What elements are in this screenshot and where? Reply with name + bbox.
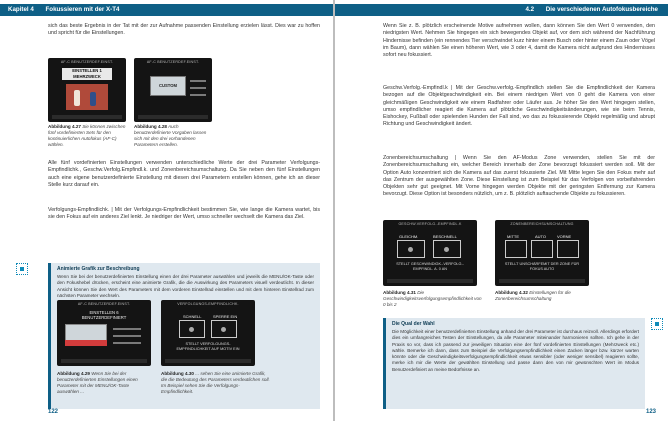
caption-label: Abbildung 4.31: [383, 290, 416, 295]
caption-label: Abbildung 4.32: [495, 290, 528, 295]
screen-title: VERFOLGUNGS-EMPFINDLICHK.: [177, 302, 239, 306]
setting-name: MEHRZWECK: [73, 74, 101, 79]
right-page-header: [335, 4, 668, 16]
option-auto: AUTO: [535, 234, 547, 239]
option-front: VORNE: [557, 234, 572, 239]
caption-text: Auch benutzerdefinierte Vorgaben lassen sich mit den drei vorhandenen Parametern erstellen.: [134, 124, 207, 147]
screen-title: ZONENBEREICHSUMSCHALTUNG: [510, 222, 574, 226]
paragraph-zone-switching: Zonenbereichsumschaltung | Wenn Sie den AF-Modus Zone verwenden, stellen Sie mit der Zonenbereichsumschaltung ein, welcher Bereich innerhalb der Zone bevorzugt fokussiert werden soll. Mit der Option Auto konzentriert sich die Kamera auf das zuerst fokussierte Ziel. Mit Mitte legen Sie den Fokus mehr auf das Zentrum der ausgewählten Zone. Diese Einstellung ist zum Beispiel für das Verfolgen von vorbeifahrenden Objekten sehr gut geeignet. Mit Vorne hingegen werden Objekte mit der geringsten Entfernung zur Kamera bevorzugt. Diese Option ist besonders nützlich, um z. B. plötzlich auftauchende Objekte zu fokussieren.: [383, 155, 655, 198]
caption-text: Die Geschwindigkeitsverfolgungsempfindlichkeit von 0 bis 2: [383, 290, 482, 307]
selected-setting: [62, 68, 112, 80]
caption-label: Abbildung 4.28: [134, 124, 167, 129]
box-title: Animierte Grafik zur Beschreibung: [57, 266, 140, 272]
menu-bar: [387, 279, 473, 283]
caption-label: Abbildung 4.27: [48, 124, 81, 129]
camera-screen-fig30: [161, 300, 255, 366]
option-fast: SCHNELL: [183, 314, 202, 319]
option-accelerate: BESCHNELL: [433, 234, 457, 239]
camera-screen-fig31: [383, 220, 477, 286]
graphic-auto: [531, 240, 553, 258]
camera-screen-fig32: [495, 220, 589, 286]
right-page: [335, 0, 668, 421]
intro-paragraph: sich das beste Ergebnis in der Tat mit der zur Aufnahme passenden Einstellung erzielen lässt. Dies war zu hoffen und spricht für die Einstellungen.: [48, 23, 320, 37]
paragraph-tracking-sensitivity: Verfolgungs-Empfindlichk. | Mit der Verfolgungs-Empfindlichkeit bestimmen Sie, wie lange die Kamera wartet, bis sie den Fokus auf ein anderes Ziel lenkt. Je niedriger der Wert, umso schneller wechselt die Kamera das Ziel.: [48, 207, 320, 221]
box-text: Die Möglichkeit einer benutzerdefinierten Einstellung anhand der drei Parameter ist durchaus reizvoll. Allerdings erfordert dies ein umfangreiches Testen der Einstellungen, da alle Parameter miteinander harmonieren sollten. Ich gehe in der Praxis so vor, dass ich passend zur jeweiligen Situation eine der fünf vordefinierten Einstellungen (Mehrzweck etc.) wähle. Bemerke ich dann, dass zum Beispiel die Verfolgungsempfindlichkeit einen Zacken länger bzw. kürzer warten könnte oder die Geschwindigkeitsverfolgungsempfindlichkeit etwas sensibler (oder weniger sensibel) reagieren sollte, merke ich mir die Werte der gewählten Einstellung und passe dann den von mir gewünschten Wert im Modus Benutzerdefiniert an meine Bedürfnisse an.: [392, 329, 639, 372]
camera-screen-fig28: [134, 58, 212, 122]
setting-number: EINSTELLEN 6: [89, 310, 119, 315]
box-text: Wenn Sie bei der benutzerdefinierten Einstellung einen der drei Parameter auswählen und jeweils die MENU/OK-Taste oder den Fokushebel drücken, erscheint eine animierte Grafik, die die Auswirkung des Parameters visuell verdeutlicht. In dieser Ansicht können Sie den Wert des Parameters mit dem vorderen Einstellrad einstellen und mit dem hinteren Einstellrad zum nächsten Parameter wechseln.: [57, 274, 314, 298]
screen-title: AF-C BENUTZERDEF.EINST.: [77, 302, 131, 306]
graphic-front: [557, 240, 579, 258]
caption-text: ... sehen Sie eine animierte Grafik, die die Bedeutung des Parameters verdeutlichen soll. Im Beispiel sehen Sie die Verfolgungs-Empfindlichkeit.: [161, 371, 270, 394]
custom-panel: [150, 76, 186, 96]
custom-label: CUSTOM: [158, 83, 178, 88]
paragraph-parameters: Alle fünf vordefinierten Einstellungen verwenden unterschiedliche Werte der drei Parameter Verfolgungs-Empfindlichk., Geschw.Verfolg.Empfindl.k. und Zonenbereichsumschaltung. Da Sie neben den fünf Einstellungen auch eine eigene benutzerdefinierte Einstellung mit diesen drei Parametern erstellen können, gehe ich an dieser Stelle kurz darauf ein.: [48, 160, 320, 188]
paragraph-values: Wenn Sie z. B. plötzlich erscheinende Motive aufnehmen wollen, dann können Sie den Wert 0 verwenden, den niedrigsten Wert. Nehmen Sie hingegen ein sich bewegendes Objekt auf, vor dem sich während der Nachführung Hindernisse befinden (ein rennendes Tier verschwindet kurz hinter einem Busch oder hinter einem Zaun oder Vögel im Baum), dann wählen Sie einen höheren Wert, wie 3 oder 4, damit die Kamera nicht aufgrund des Hindernisses sofort neu fokussiert.: [383, 23, 655, 58]
option-steady: GLEICHM.: [399, 234, 419, 239]
menu-bar: [499, 279, 585, 283]
info-text: STELLT VERFOLGUNGS-EMPFINDLICHKEIT AUF MOTIV EIN: [176, 342, 240, 351]
menu-bar: [138, 115, 208, 119]
caption-fig29: [57, 371, 151, 395]
screen-title: GESCHW.VERFOLG.-EMPFINDL.K: [398, 222, 462, 226]
option-lock-on: SPERRE EIN: [213, 314, 238, 319]
selected-setting: [79, 310, 129, 320]
chapter-label: Kapitel 4: [8, 6, 34, 13]
caption-fig31: [383, 290, 483, 308]
caption-text: Sie können zwischen fünf vordefinierten Sets für den kontinuierlichen Autofokus (AF-C) wählen.: [48, 124, 126, 147]
menu-bar: [165, 359, 251, 363]
caption-label: Abbildung 4.30: [161, 371, 194, 376]
caption-fig28: [134, 124, 214, 148]
left-page: [0, 0, 333, 421]
page-number: 122: [48, 409, 59, 415]
caption-fig32: [495, 290, 595, 302]
section-title: Die verschiedenen Autofokusbereiche: [545, 6, 658, 13]
camera-screen-fig27: [48, 58, 126, 122]
screen-title: AF-C BENUTZERDEF.EINST.: [60, 60, 114, 64]
box-title: Die Qual der Wahl: [392, 321, 435, 327]
paragraph-speed-tracking: Geschw.Verfolg.-Empfindl.k | Mit der Geschw.verfolg.-Empfindlich stellen Sie die Empfindlichkeit der Kamera bezogen auf die Objektgeschwindigkeit ein. Bei einem niedrigen Wert von 0 geht die Kamera von einer gleichmäßigen Geschwindigkeit wie einem Radfahrer oder Läufer aus. Je höher Sie den Wert hingegen stellen, umso empfindlicher reagiert die Kamera auf plötzliche Geschwindigkeitsänderungen, wie sie beim Tennis, Eishockey, Fußball oder spielenden Hunden der Fall sind, wo das zu fokussierende Objekt regelmäßig und abrupt Richtung und Geschwindigkeit ändert.: [383, 85, 655, 128]
page-number: 123: [645, 409, 656, 415]
camera-screen-fig29: [57, 300, 151, 366]
menu-bar: [61, 359, 147, 363]
info-text: STELLT GESCHWINDIGK.-VERFOLG.-EMPFINDL. A. 0 AN: [396, 262, 464, 271]
left-page-header: [0, 4, 333, 16]
caption-fig27: [48, 124, 126, 148]
menu-bar: [52, 115, 122, 119]
chapter-title: Fokussieren mit der X-T4: [45, 6, 120, 13]
info-box-choice: [383, 318, 645, 409]
info-text: STELLT UNSCHÄRFEMIT DER ZONE FÜR FOKUS AUTO: [504, 262, 580, 271]
info-box-animated-graphic: [48, 263, 320, 409]
setting-number: EINSTELLEN 1: [72, 68, 102, 73]
graphic-center: [505, 240, 527, 258]
caption-text: Wenn Sie bei der benutzerdefinierten Einstellungen einen Parameter mit der MENU/OK-Taste auswählen ...: [57, 371, 138, 394]
caption-fig30: [161, 371, 271, 395]
option-center: MITTE: [507, 234, 519, 239]
section-number: 4.2: [525, 6, 535, 13]
caption-text: Einstellungen für die Zonenbereichsumschaltung: [495, 290, 571, 301]
info-icon: [16, 263, 28, 275]
info-icon: [651, 318, 663, 330]
sample-photo: [66, 84, 108, 110]
caption-label: Abbildung 4.29: [57, 371, 90, 376]
screen-title: AF-C BENUTZERDEF.EINST.: [146, 60, 200, 64]
setting-name: BENUTZERDEFINIERT: [81, 315, 127, 320]
